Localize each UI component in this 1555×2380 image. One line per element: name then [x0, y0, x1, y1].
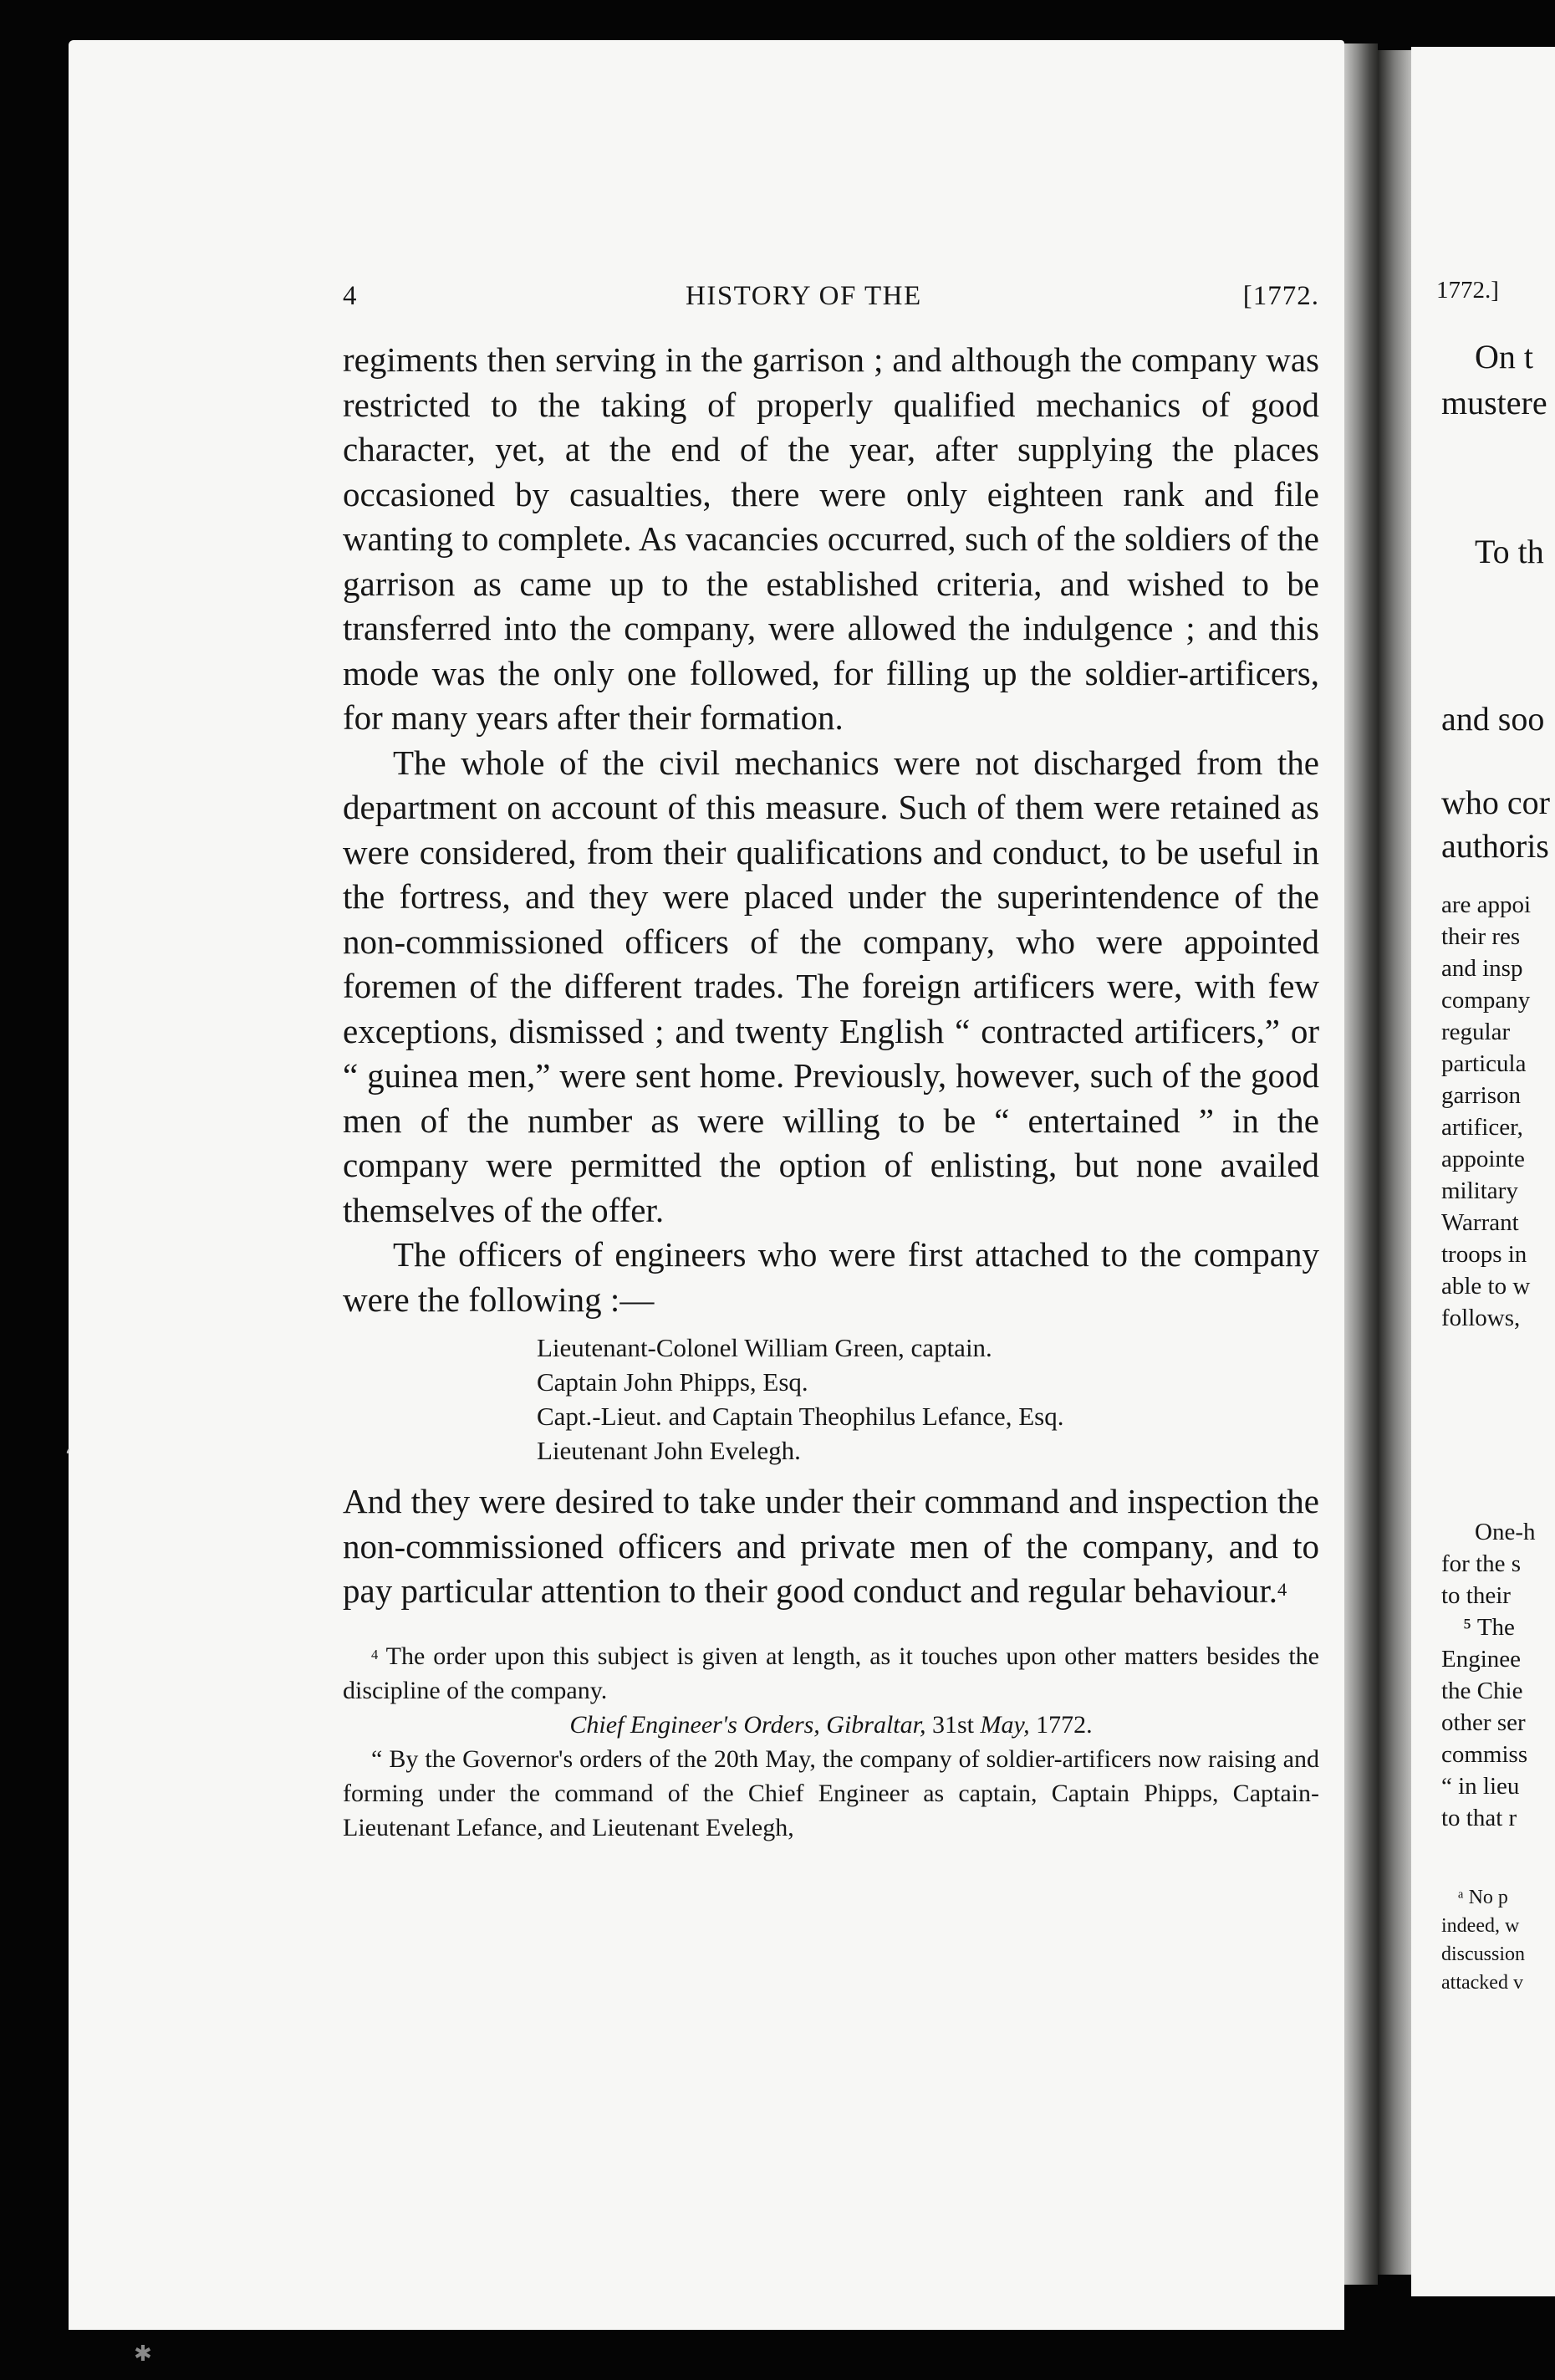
officer-entry: Lieutenant John Evelegh. [537, 1436, 801, 1465]
scan-speck: ‘ [65, 1447, 71, 1468]
facing-line: “ in lieu [1441, 1773, 1520, 1800]
officer-entry: Captain John Phipps, Esq. [537, 1367, 808, 1397]
facing-line: Enginee [1441, 1646, 1522, 1673]
facing-line: military [1441, 1177, 1518, 1204]
facing-line: authoris [1441, 827, 1549, 865]
facing-line: regular [1441, 1019, 1511, 1045]
footnote-quote: “ By the Governor's orders of the 20th May, the company of soldier-artificers now raising and forming under the command of the Chief Engineer as captain, Captain Phipps, Captain-Lieutenant Lefance, and Lieutenant Evelegh, [343, 1744, 1319, 1841]
facing-line: ᵃ No p [1458, 1887, 1508, 1908]
facing-line: other ser [1441, 1709, 1526, 1736]
footnote-body: The order upon this subject is given at length, as it touches upon other matters besides the discipline of the company. [343, 1642, 1319, 1704]
paragraph-2: The whole of the civil mechanics were not discharged from the department on account of this measure. Such of them were retained as were considered, from their qualifications and conduct, to be useful in the fortress, and they were placed under the superintendence of the non-commissioned officers of the company, who were appointed foremen of the different trades. The foreign artificers were, with few exceptions, dismissed ; and twenty English “ contracted artificers,” or “ guinea men,” were sent home. Previously, however, such of the good men of the number as were willing to be “ entertained ” in the company were permitted the option of enlisting, but none availed themselves of the offer. [343, 743, 1319, 1229]
facing-line: who cor [1441, 784, 1550, 821]
facing-line: commiss [1441, 1741, 1528, 1768]
facing-line: troops in [1441, 1241, 1527, 1268]
paragraph-4 [343, 1479, 1319, 1614]
scan-speck: ✱ [134, 2342, 152, 2367]
officer-entry: Lieutenant-Colonel William Green, captain. [537, 1333, 992, 1362]
facing-line: the Chie [1441, 1678, 1523, 1704]
page-spine-shadow [1344, 43, 1378, 2285]
facing-line: for the s [1441, 1550, 1522, 1577]
facing-line: to that r [1441, 1805, 1517, 1831]
facing-line: appointe [1441, 1146, 1525, 1172]
facing-line: artificer, [1441, 1114, 1523, 1141]
officer-entry: Capt.-Lieut. and Captain Theophilus Lefance, Esq. [537, 1402, 1064, 1431]
paragraph-3: The officers of engineers who were first attached to the company were the following :— [343, 1235, 1319, 1319]
orders-heading-month: May, [980, 1710, 1030, 1739]
orders-heading-year: 1772. [1036, 1710, 1093, 1739]
officers-list [537, 1330, 1319, 1468]
main-text [343, 338, 1319, 1845]
page-number: 4 [343, 281, 358, 311]
facing-line: On t [1475, 338, 1533, 375]
facing-line: attacked v [1441, 1972, 1523, 1994]
footnote [343, 1639, 1319, 1845]
facing-line: To th [1475, 533, 1544, 570]
facing-line: One-h [1475, 1519, 1536, 1545]
facing-line: discussion [1441, 1943, 1526, 1965]
facing-line: garrison [1441, 1082, 1522, 1109]
facing-line: indeed, w [1441, 1915, 1520, 1937]
facing-line: company [1441, 987, 1531, 1014]
facing-line: ⁵ The [1463, 1614, 1515, 1641]
paragraph-1: regiments then serving in the garrison ; and although the company was restricted to the taking of properly qualified mechanics of good character, yet, at the end of the year, after supplying the places occasioned by casualties, there were only eighteen rank and file wanting to complete. As vacancies occurred, such of the soldiers of the garrison as came up to the established criteria, and wished to be transferred into the company, were allowed the indulgence ; and this mode was the only one followed, for filling up the soldier-artificers, for many years after their formation. [343, 340, 1319, 737]
facing-line: their res [1441, 923, 1521, 950]
facing-line: and insp [1441, 955, 1523, 982]
orders-heading [343, 1708, 1319, 1742]
facing-line: Warrant [1441, 1209, 1519, 1236]
facing-page-head: 1772.] [1436, 277, 1499, 304]
facing-line: able to w [1441, 1273, 1531, 1300]
facing-line: follows, [1441, 1305, 1521, 1331]
footnote-marker: 4 [371, 1646, 379, 1662]
running-title: HISTORY OF THE [686, 281, 922, 311]
orders-heading-day: 31st [931, 1710, 974, 1739]
facing-line: are appoi [1441, 891, 1532, 918]
facing-line: to their [1441, 1582, 1511, 1609]
facing-line: mustere [1441, 384, 1547, 421]
footnote-text [343, 1639, 1319, 1708]
footnote-reference: 4 [1277, 1579, 1287, 1600]
paragraph-4-text: And they were desired to take under their command and inspection the non-commissioned officers and private men of the company, and to pay particular attention to their good conduct and regular behaviour. [343, 1482, 1319, 1610]
facing-page-fragment [1411, 47, 1555, 2296]
running-year: [1772. [1242, 281, 1319, 311]
facing-line: particula [1441, 1050, 1527, 1077]
facing-line: and soo [1441, 700, 1545, 738]
book-gutter [1378, 50, 1411, 2275]
orders-heading-title: Chief Engineer's Orders, Gibraltar, [569, 1710, 926, 1739]
